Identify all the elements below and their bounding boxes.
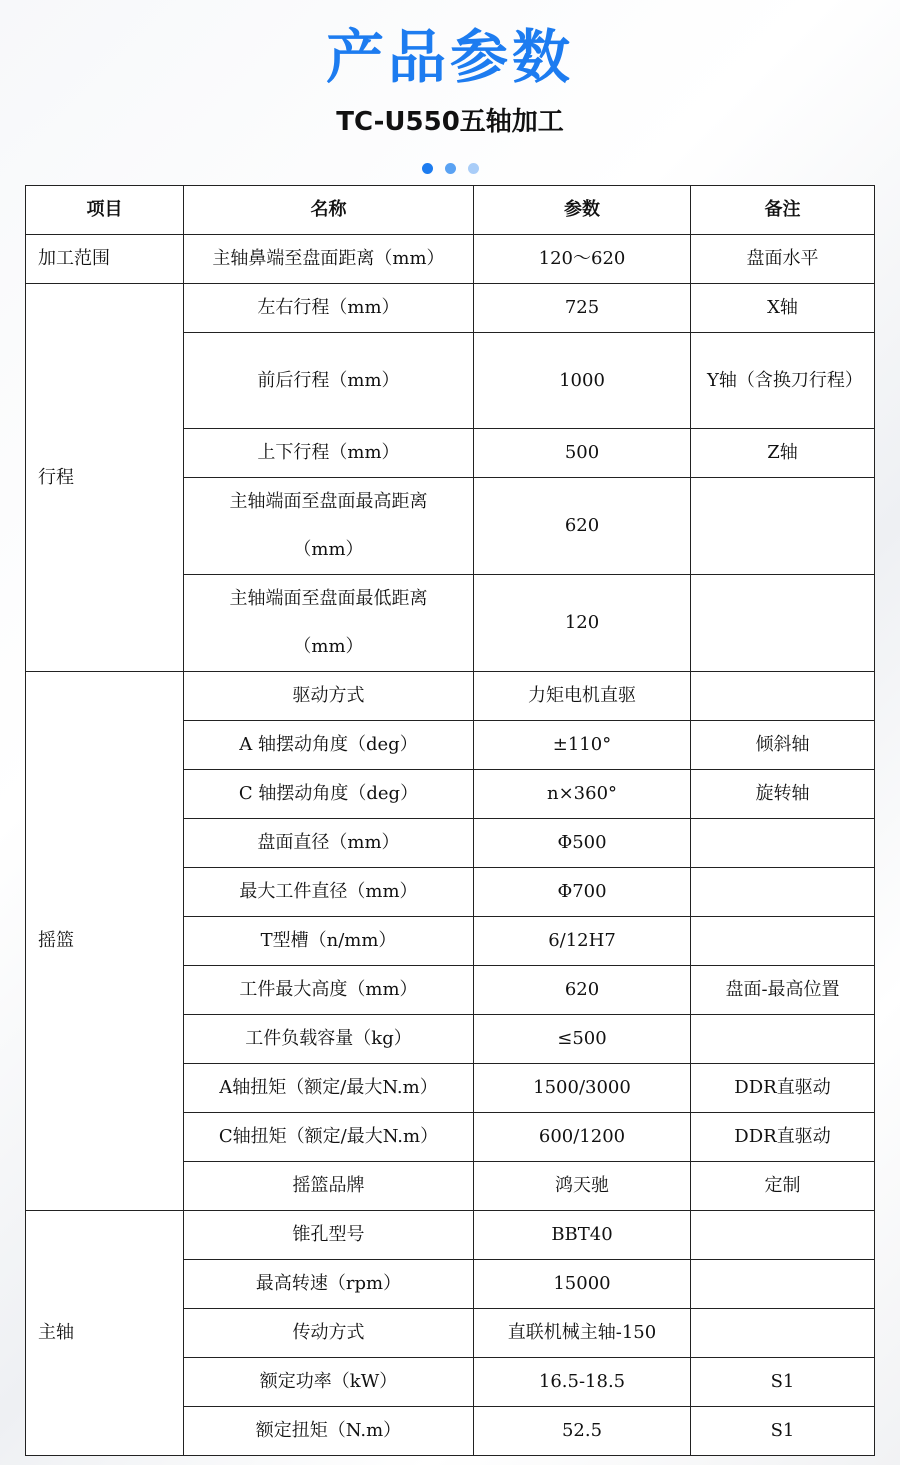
- param-note: Z轴: [691, 429, 875, 478]
- param-value: 16.5-18.5: [474, 1358, 691, 1407]
- param-note: Y轴（含换刀行程）: [691, 333, 875, 429]
- param-name: 额定功率（kW）: [184, 1358, 474, 1407]
- header-note: 备注: [691, 186, 875, 235]
- param-value: 1000: [474, 333, 691, 429]
- param-value: ≤500: [474, 1015, 691, 1064]
- table-row: [26, 235, 875, 284]
- param-name: A轴扭矩（额定/最大N.m）: [184, 1064, 474, 1113]
- param-note: 盘面-最高位置: [691, 966, 875, 1015]
- param-note: 倾斜轴: [691, 721, 875, 770]
- param-note: [691, 819, 875, 868]
- header-value: 参数: [474, 186, 691, 235]
- param-note: [691, 868, 875, 917]
- param-value: 620: [474, 478, 691, 575]
- param-name: 左右行程（mm）: [184, 284, 474, 333]
- param-name: A 轴摆动角度（deg）: [184, 721, 474, 770]
- param-name: 盘面直径（mm）: [184, 819, 474, 868]
- param-note: [691, 917, 875, 966]
- param-value: 直联机械主轴-150: [474, 1309, 691, 1358]
- param-value: ±110°: [474, 721, 691, 770]
- param-value: Φ500: [474, 819, 691, 868]
- param-name: 传动方式: [184, 1309, 474, 1358]
- param-note: [691, 478, 875, 575]
- param-name: C轴扭矩（额定/最大N.m）: [184, 1113, 474, 1162]
- indicator-dot: [445, 163, 456, 174]
- param-value: 725: [474, 284, 691, 333]
- param-name: 最高转速（rpm）: [184, 1260, 474, 1309]
- param-note: S1: [691, 1407, 875, 1456]
- param-note: S1: [691, 1358, 875, 1407]
- page-title: 产品参数: [325, 23, 574, 91]
- param-value: 52.5: [474, 1407, 691, 1456]
- group-label: 加工范围: [26, 235, 184, 284]
- param-note: [691, 1015, 875, 1064]
- param-name: 主轴端面至盘面最低距离（mm）: [184, 575, 474, 672]
- param-name: 工件最大高度（mm）: [184, 966, 474, 1015]
- param-value: 620: [474, 966, 691, 1015]
- param-value: 鸿天驰: [474, 1162, 691, 1211]
- param-note: [691, 575, 875, 672]
- group-label: 行程: [26, 284, 184, 672]
- param-note: [691, 672, 875, 721]
- param-name: 额定扭矩（N.m）: [184, 1407, 474, 1456]
- param-value: 500: [474, 429, 691, 478]
- param-name: 驱动方式: [184, 672, 474, 721]
- param-name: 锥孔型号: [184, 1211, 474, 1260]
- param-name: 最大工件直径（mm）: [184, 868, 474, 917]
- param-name: 工件负载容量（kg）: [184, 1015, 474, 1064]
- param-name: 摇篮品牌: [184, 1162, 474, 1211]
- table-row: [26, 672, 875, 721]
- param-name: 主轴鼻端至盘面距离（mm）: [184, 235, 474, 284]
- param-name: T型槽（n/mm）: [184, 917, 474, 966]
- table-header-row: [26, 186, 875, 235]
- param-value: 15000: [474, 1260, 691, 1309]
- table-row: [26, 1211, 875, 1260]
- table-row: [26, 284, 875, 333]
- param-name: 前后行程（mm）: [184, 333, 474, 429]
- indicator-dot: [422, 163, 433, 174]
- param-note: DDR直驱动: [691, 1064, 875, 1113]
- param-note: X轴: [691, 284, 875, 333]
- spec-table-body: [26, 235, 875, 1456]
- header-item: 项目: [26, 186, 184, 235]
- product-model-subtitle: TC-U550五轴加工: [336, 107, 564, 137]
- param-value: 120～620: [474, 235, 691, 284]
- param-value: 6/12H7: [474, 917, 691, 966]
- param-value: BBT40: [474, 1211, 691, 1260]
- group-label: 主轴: [26, 1211, 184, 1456]
- param-value: 力矩电机直驱: [474, 672, 691, 721]
- group-label: 摇篮: [26, 672, 184, 1211]
- param-value: 1500/3000: [474, 1064, 691, 1113]
- param-value: 120: [474, 575, 691, 672]
- spec-table: [25, 185, 875, 1456]
- param-note: 定制: [691, 1162, 875, 1211]
- indicator-dot: [468, 163, 479, 174]
- param-note: 旋转轴: [691, 770, 875, 819]
- param-value: Φ700: [474, 868, 691, 917]
- param-note: 盘面水平: [691, 235, 875, 284]
- page-indicator-dots: [0, 163, 900, 175]
- header-name: 名称: [184, 186, 474, 235]
- param-note: [691, 1211, 875, 1260]
- param-name: 上下行程（mm）: [184, 429, 474, 478]
- param-note: [691, 1309, 875, 1358]
- param-name: 主轴端面至盘面最高距离（mm）: [184, 478, 474, 575]
- param-name: C 轴摆动角度（deg）: [184, 770, 474, 819]
- param-note: [691, 1260, 875, 1309]
- param-value: n×360°: [474, 770, 691, 819]
- param-value: 600/1200: [474, 1113, 691, 1162]
- param-note: DDR直驱动: [691, 1113, 875, 1162]
